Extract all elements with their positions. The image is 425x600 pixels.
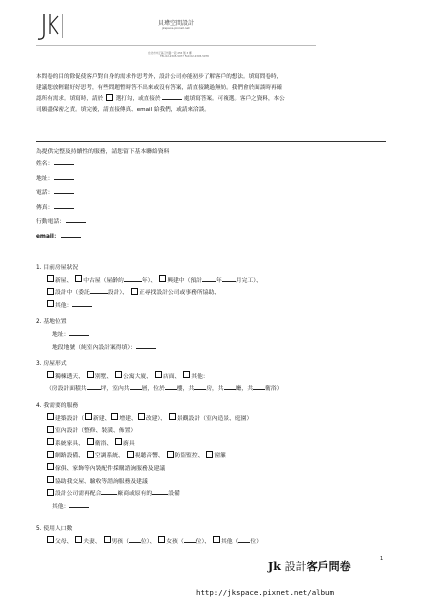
- q1-line-3: 其他：: [46, 300, 391, 313]
- email-input[interactable]: [61, 231, 81, 238]
- rooms-input[interactable]: [194, 383, 206, 390]
- company-web: jkspace.pixnet.net: [162, 26, 190, 30]
- checkbox-old-house[interactable]: [75, 275, 82, 282]
- checkbox-bathroom[interactable]: [87, 438, 94, 445]
- checkbox-couple[interactable]: [75, 536, 82, 543]
- designer-input[interactable]: [90, 287, 108, 294]
- section-divider: [36, 141, 386, 142]
- question-3-title: 3. 房屋形式: [36, 361, 67, 368]
- checkbox-furnishing[interactable]: [47, 463, 54, 470]
- floors-input[interactable]: [130, 383, 142, 390]
- q3-line-1: 獨棟透天、 別墅、 公寓大廈、 店面、 其他：: [46, 371, 391, 384]
- question-5-title: 5. 使用人口數: [36, 526, 73, 533]
- checkbox-parents[interactable]: [47, 536, 54, 543]
- q4-other-input[interactable]: [69, 501, 89, 508]
- page-number: 1: [380, 556, 384, 562]
- q4-line-6: 協助我交屋、驗收等諮詢服務及建議: [46, 476, 391, 489]
- intro-line-2: 建議您放輕鬆好好思考，有些問題暫時答不出來或沒有答案，請直接跳過無妨。我們會於面談時再確: [36, 84, 283, 91]
- contact-fields: [36, 157, 86, 244]
- checkbox-in-design[interactable]: [47, 288, 54, 295]
- checkbox-extension[interactable]: [111, 413, 118, 420]
- area-input[interactable]: [87, 383, 101, 390]
- checkbox-landscape[interactable]: [169, 413, 176, 420]
- checkbox-villa[interactable]: [87, 371, 94, 378]
- checkbox-apartment[interactable]: [115, 371, 122, 378]
- company-address: 台北市中正區汀州路一段 255 號 3 樓: [148, 52, 192, 55]
- company-contact: TEL:02-2305-5977 FAX:02-2305-5978: [160, 55, 209, 58]
- checkbox-boys[interactable]: [104, 536, 111, 543]
- checkbox-new-build[interactable]: [85, 413, 92, 420]
- company-name: 貝瑋空間設計: [158, 20, 195, 27]
- checkbox-new-house[interactable]: [47, 275, 54, 282]
- question-3: [36, 358, 391, 396]
- jk-logo-icon: [36, 12, 70, 42]
- question-1-title: 1. 目前房屋狀況: [36, 265, 79, 271]
- q1-line-1: 新屋、 中古屋（屋齡約 年）、 興建中（預計 年 月完工）、: [46, 275, 391, 288]
- q4-line-1: 建築設計（ 新建、 增建、 改建）、 景觀設計（室內造景、庭園）: [46, 413, 391, 426]
- questions: [36, 262, 391, 548]
- address-input[interactable]: [54, 173, 74, 180]
- question-4-title: 4. 我需要的服務: [36, 402, 79, 409]
- floor-number-input[interactable]: [165, 383, 177, 390]
- footer-title: Jk 設計客戶問卷: [268, 560, 351, 573]
- question-2-title: 2. 基地位置: [36, 319, 67, 326]
- boys-count-input[interactable]: [129, 536, 141, 543]
- header-divider: [36, 45, 316, 46]
- checkbox-curtains[interactable]: [206, 451, 213, 458]
- checkbox-vendor[interactable]: [47, 489, 54, 496]
- checkbox-rebuild[interactable]: [138, 413, 145, 420]
- fax-input[interactable]: [54, 202, 74, 209]
- question-5: [36, 523, 391, 548]
- mobile-input[interactable]: [66, 216, 86, 223]
- intro-paragraph: [36, 72, 386, 115]
- completion-month-input[interactable]: [222, 275, 236, 282]
- bathrooms-input[interactable]: [253, 383, 265, 390]
- question-4: [36, 400, 391, 513]
- name-input[interactable]: [54, 158, 74, 165]
- checkbox-storefront[interactable]: [155, 371, 162, 378]
- checkbox-q3-other[interactable]: [183, 371, 190, 378]
- blank-sample: [162, 93, 182, 100]
- name-field[interactable]: 姓名：: [36, 157, 86, 172]
- others-count-input[interactable]: [238, 536, 250, 543]
- phone-input[interactable]: [54, 187, 74, 194]
- completion-year-input[interactable]: [202, 275, 216, 282]
- q4-other: 其他：: [52, 501, 391, 514]
- intro-line-4: 司願盡保密之責。填完後，請直接傳真、email 給我們，或請來洽談。: [36, 106, 210, 113]
- lot-number-input[interactable]: [136, 342, 156, 349]
- checkbox-kitchen[interactable]: [115, 438, 122, 445]
- q1-other-input[interactable]: [72, 300, 92, 307]
- contact-intro: 為提供完整及持續性的服務，請您留下基本聯絡資料: [36, 149, 170, 155]
- checkbox-girls[interactable]: [158, 536, 165, 543]
- email-field[interactable]: email：: [36, 230, 86, 245]
- intro-line-3: 認所有需求。填寫時，請於 選打勾，或直接於 處填寫答案。可複選。客戶之資料，本公: [36, 93, 386, 105]
- q4-line-7: 設計公司需再配合 廠商或原有的 設備: [46, 488, 391, 501]
- checkbox-network[interactable]: [47, 451, 54, 458]
- house-age-input[interactable]: [124, 275, 142, 282]
- vendor-input[interactable]: [101, 488, 117, 495]
- question-2: [36, 316, 391, 354]
- checkbox-av[interactable]: [127, 451, 134, 458]
- checkbox-searching[interactable]: [131, 288, 138, 295]
- checkbox-townhouse[interactable]: [47, 371, 54, 378]
- address-field[interactable]: 地址：: [36, 172, 86, 187]
- checkbox-handover[interactable]: [47, 476, 54, 483]
- q4-line-5: 傢俱、家飾等內裝配件採購諮詢服務及建議: [46, 463, 391, 476]
- checkbox-under-construction[interactable]: [159, 275, 166, 282]
- checkbox-hvac[interactable]: [87, 451, 94, 458]
- phone-field[interactable]: 電話：: [36, 186, 86, 201]
- site-address-input[interactable]: [69, 329, 89, 336]
- checkbox-q1-other[interactable]: [47, 300, 54, 307]
- mobile-field[interactable]: 行動電話：: [36, 215, 86, 230]
- q3-line-2: （房設計面積共 坪，室內共 層，位於 樓，共 房，共 廳，共 衛浴）: [46, 383, 391, 396]
- fax-field[interactable]: 傳真：: [36, 201, 86, 216]
- halls-input[interactable]: [224, 383, 236, 390]
- checkbox-security[interactable]: [167, 451, 174, 458]
- checkbox-system-furniture[interactable]: [47, 438, 54, 445]
- q4-line-2: 室內設計（整修、裝潢、佈置）: [46, 425, 391, 438]
- q2-lot: 地段地號（純室內設計案得填）：: [52, 342, 391, 355]
- q4-line-4: 網路設備、 空調系統、 視聽音響、 防盜監控、 窗簾: [46, 450, 391, 463]
- checkbox-q5-other[interactable]: [213, 536, 220, 543]
- girls-count-input[interactable]: [184, 536, 196, 543]
- q5-line-1: 父母、 夫妻、 男孩（ 位）、 女孩（ 位）、 其他（ 位）: [46, 536, 391, 549]
- q4-line-3: 系統家具、 衛浴、 廚具: [46, 438, 391, 451]
- intro-line-1: 本問卷的目的除促使客戶對自身的需求作思考外，設計公司亦能初步了解客戶的想法。填寫問卷時，: [36, 74, 283, 80]
- equipment-input[interactable]: [152, 488, 168, 495]
- checkbox-architecture[interactable]: [47, 413, 54, 420]
- album-url-watermark: http://jkspace.pixnet.net/album: [196, 588, 334, 597]
- q2-address: 地址：: [52, 329, 391, 342]
- question-1: [36, 262, 391, 312]
- q1-line-2: 設計中（委託 設計）、 正尋找設計公司或事務所協助、: [46, 287, 391, 300]
- checkbox-sample: [106, 94, 113, 101]
- checkbox-interior[interactable]: [47, 426, 54, 433]
